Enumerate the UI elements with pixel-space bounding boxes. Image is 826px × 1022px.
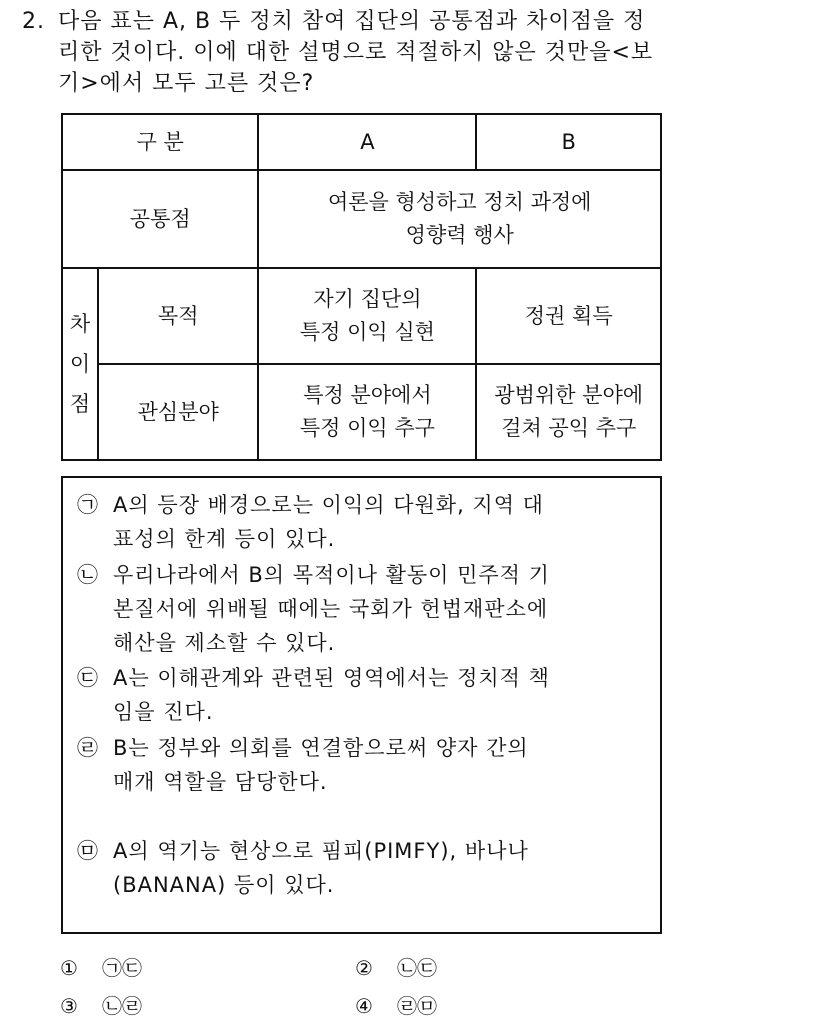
row-interest-label: 관심분야: [98, 364, 258, 460]
row-interest-b: 광범위한 분야에 걸쳐 공익 추구: [476, 364, 661, 460]
common-line: 여론을 형성하고 정치 과정에: [327, 190, 592, 214]
answer-option-2[interactable]: ② ㉡㉢: [355, 956, 437, 980]
question-line: 다음 표는 A, B 두 정치 참여 집단의 공통점과 차이점을 정: [58, 9, 646, 34]
row-purpose-b: 정권 획득: [476, 268, 661, 364]
comparison-table: [61, 113, 662, 461]
question-stem: [22, 6, 802, 99]
question-line: 기>에서 모두 고른 것은?: [58, 71, 315, 96]
bogi-item: ㉣ B는 정부와 의회를 연결함으로써 양자 간의 매개 역할을 담당한다.: [77, 731, 657, 799]
marker-nieun: ㉡: [77, 563, 98, 587]
diff-label: 차이점: [62, 268, 98, 460]
header-a: A: [258, 114, 476, 170]
answer-option-4[interactable]: ④ ㉣㉤: [355, 994, 437, 1018]
marker-rieul: ㉣: [77, 736, 98, 760]
answer-option-3[interactable]: ③ ㉡㉣: [60, 994, 142, 1018]
bogi-item: ㉢ A는 이해관계와 관련된 영역에서는 정치적 책 임을 진다.: [77, 661, 657, 729]
question-line: 리한 것이다. 이에 대한 설명으로 적절하지 않은 것만을<보: [58, 40, 654, 65]
common-label: 공통점: [62, 170, 258, 268]
marker-giyeok: ㉠: [77, 493, 98, 517]
row-purpose-a: 자기 집단의 특정 이익 실현: [258, 268, 476, 364]
common-content: [258, 170, 661, 268]
bogi-box: [61, 476, 662, 934]
row-interest-a: 특정 분야에서 특정 이익 추구: [258, 364, 476, 460]
answer-option-1[interactable]: ① ㉠㉢: [60, 956, 142, 980]
question-number: 2.: [22, 9, 45, 34]
row-purpose-label: 목적: [98, 268, 258, 364]
marker-mieum: ㉤: [77, 839, 98, 863]
marker-digeut: ㉢: [77, 666, 98, 690]
bogi-item: ㉠ A의 등장 배경으로는 이익의 다원화, 지역 대 표성의 한계 등이 있다.: [77, 488, 657, 556]
common-line: 영향력 행사: [405, 223, 514, 247]
bogi-item: ㉤ A의 역기능 현상으로 핌피(PIMFY), 바나나 (BANANA) 등이 있다.: [77, 834, 657, 902]
header-category: 구 분: [62, 114, 258, 170]
bogi-item: ㉡ 우리나라에서 B의 목적이나 활동이 민주적 기 본질서에 위배될 때에는 국회가 헌법재판소에 해산을 제소할 수 있다.: [77, 558, 657, 660]
header-b: B: [476, 114, 661, 170]
